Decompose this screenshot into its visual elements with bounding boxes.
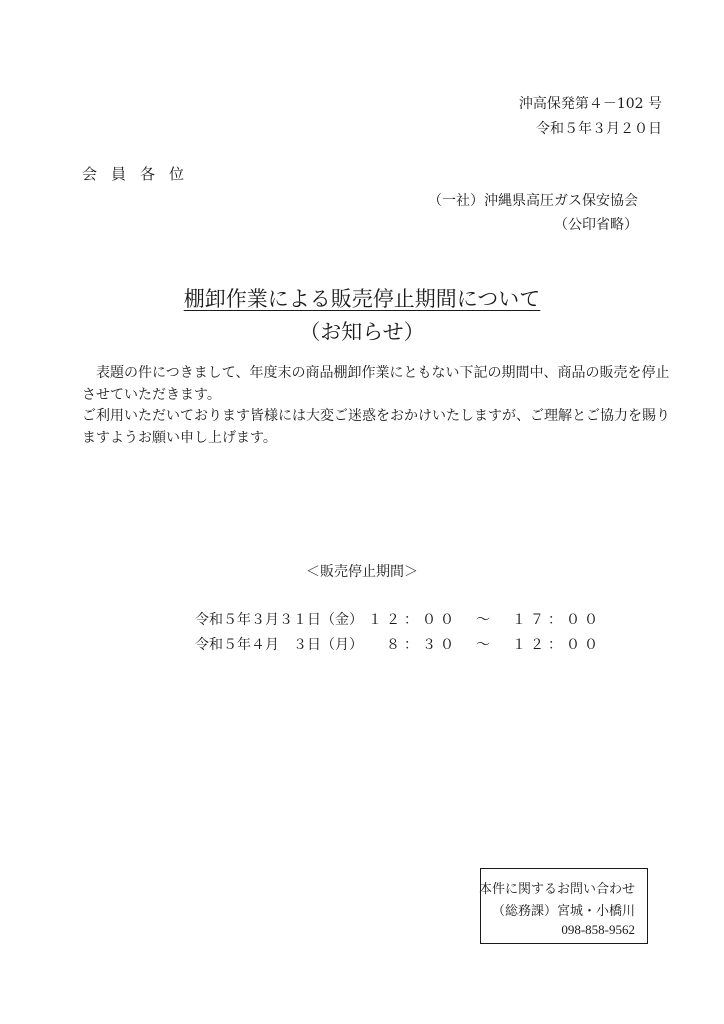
sender-organization: （一社）沖縄県高圧ガス保安協会 <box>428 193 638 209</box>
contact-label: 本件に関するお問い合わせ <box>478 882 635 897</box>
document-subtitle: （お知らせ） <box>299 320 425 344</box>
contact-department: （総務課）宮城・小橋川 <box>491 904 635 919</box>
document-number: 沖高保発第４－102 号 <box>518 96 662 112</box>
seal-omitted-note: （公印省略） <box>554 217 638 233</box>
schedule-time: １２：００ ～ １７：００ <box>368 612 602 628</box>
schedule-row <box>195 634 602 654</box>
body-text <box>82 363 670 449</box>
suspension-period-heading: ＜販売停止期間＞ <box>306 564 418 580</box>
schedule-date: 令和５年３月３１日（金） <box>195 612 363 628</box>
schedule-time: ８：３０ ～ １２：００ <box>368 637 602 653</box>
issue-date: 令和５年３月２０日 <box>536 121 662 137</box>
recipient: 会員各位 <box>82 165 199 183</box>
schedule-date: 令和５年４月 ３日（月） <box>195 637 363 653</box>
contact-box <box>480 868 648 944</box>
schedule-row <box>195 609 602 629</box>
body-paragraph-1-line-2: させていただきます。 <box>82 386 221 403</box>
document-title: 棚卸作業による販売停止期間について <box>183 287 541 311</box>
body-paragraph-2-line-2: ますようお願い申し上げます。 <box>82 429 277 446</box>
body-paragraph-2-line-1: ご利用いただいております皆様には大変ご迷惑をおかけいたしますが、ご理解とご協力を賜り <box>82 408 670 424</box>
contact-phone: 098-858-9562 <box>561 922 635 937</box>
title-block <box>0 283 724 346</box>
body-paragraph-1-line-1: 表題の件につきまして、年度末の商品棚卸作業にともない下記の期間中、商品の販売を停止 <box>96 365 670 381</box>
